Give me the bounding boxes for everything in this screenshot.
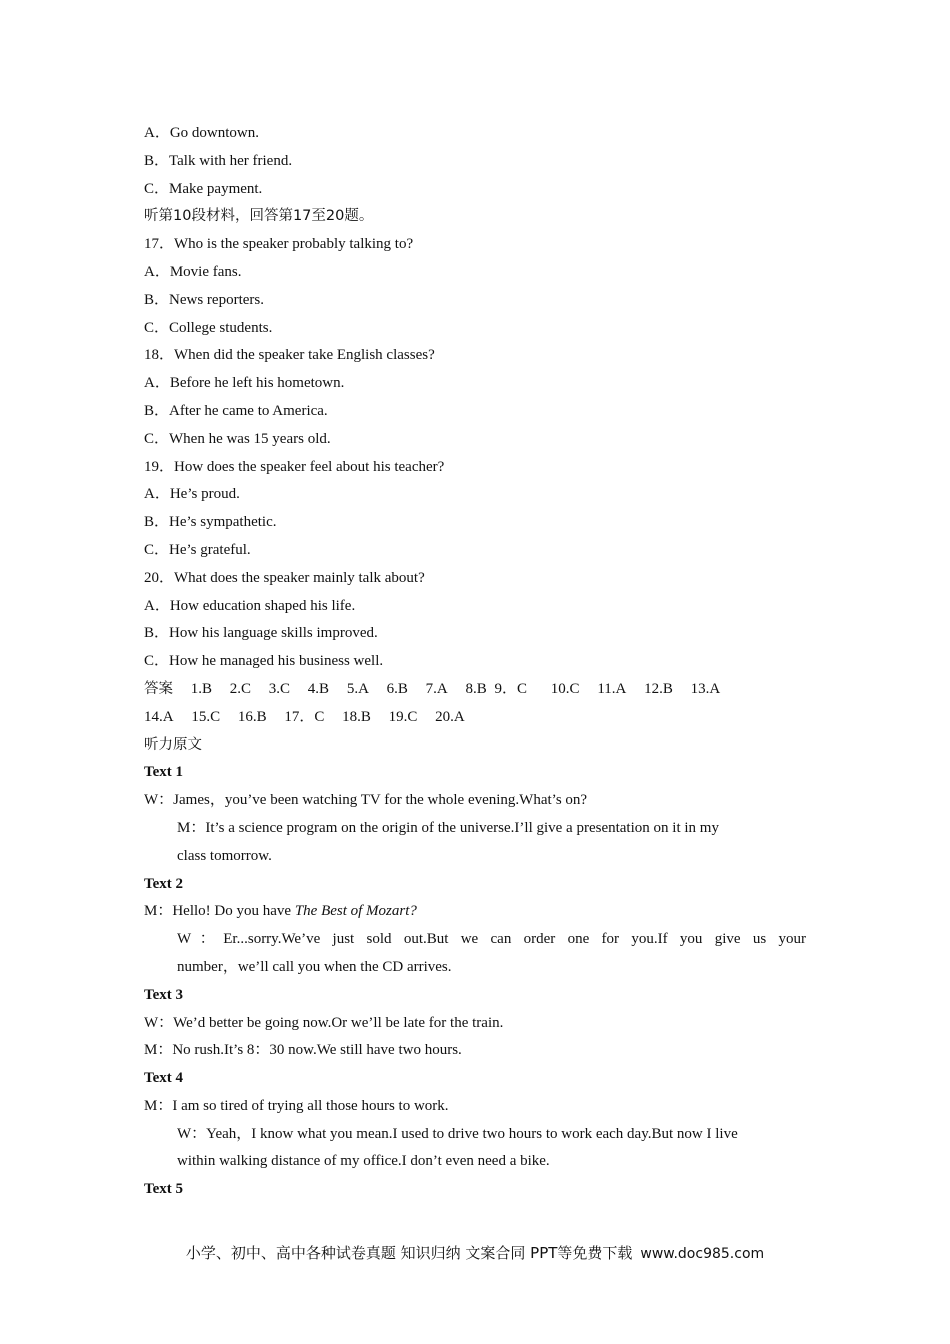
answer-item: 8.B (465, 680, 487, 697)
q19-option-c: C．He’s grateful. (144, 541, 251, 558)
transcript-heading: 听力原文 (144, 736, 202, 753)
text3-man: M：No rush.It’s 8：30 now.We still have two hours. (144, 1042, 462, 1059)
answer-item: 11.A (597, 680, 627, 697)
answer-key-row-2 (144, 704, 806, 732)
q20-option-c: C．How he managed his business well. (144, 653, 384, 670)
text5-title: Text 5 (144, 1181, 184, 1198)
answer-key-row-1 (144, 676, 806, 704)
q16-option-b: B．Talk with her friend. (144, 152, 293, 169)
text4-title: Text 4 (144, 1070, 184, 1087)
text1-man-line2: class tomorrow. (177, 847, 272, 864)
text2-man-prefix: M：Hello! Do you have (144, 903, 295, 920)
text3-title: Text 3 (144, 986, 184, 1003)
answer-item: 3.C (268, 680, 291, 697)
q18-option-c: C．When he was 15 years old. (144, 430, 331, 447)
answer-item: 14.A (144, 708, 174, 725)
q17-option-b: B．News reporters. (144, 291, 264, 308)
answer-item: 20.A (435, 708, 465, 725)
document-body (144, 120, 806, 1204)
text2-man-title: The Best of Mozart? (294, 903, 417, 920)
answer-item: 15.C (191, 708, 221, 725)
footer-url[interactable]: www.doc985.com (640, 1246, 765, 1262)
answer-item: 19.C (388, 708, 418, 725)
text2-woman (144, 926, 806, 982)
answer-item: 5.A (346, 680, 369, 697)
answer-item: 13.A (690, 680, 721, 697)
answer-item: 9．C (494, 680, 528, 697)
text1-woman: W：James，you’ve been watching TV for the whole evening.What’s on? (144, 792, 588, 809)
q19-option-b: B．He’s sympathetic. (144, 514, 277, 531)
text4-woman-line1: W：Yeah，I know what you mean.I used to drive two hours to work each day.But now I live (177, 1125, 738, 1142)
answer-key-label: 答案 (144, 680, 173, 697)
answer-item: 4.B (307, 680, 330, 697)
q17-option-c: C．College students. (144, 319, 273, 336)
q19-option-a: A．He’s proud. (144, 486, 240, 503)
answer-item: 16.B (237, 708, 267, 725)
q16-option-c: C．Make payment. (144, 180, 263, 197)
answer-item: 6.B (386, 680, 408, 697)
answer-item: 17．C (284, 708, 325, 725)
answer-item: 12.B (644, 680, 673, 697)
text2-man (144, 898, 806, 926)
q17-option-a: A．Movie fans. (144, 263, 242, 280)
q20-option-b: B．How his language skills improved. (144, 625, 378, 642)
text4-man: M：I am so tired of trying all those hours to work. (144, 1097, 449, 1114)
q16-option-a: A．Go downtown. (144, 125, 259, 141)
section-10-instruction: 听第10段材料，回答第17至20题。 (144, 208, 374, 225)
answer-item: 10.C (550, 680, 580, 697)
text2-title: Text 2 (144, 875, 184, 892)
answer-item: 2.C (229, 680, 252, 697)
page-footer (0, 1242, 950, 1263)
q18-option-b: B．After he came to America. (144, 402, 328, 419)
q20-question: 20．What does the speaker mainly talk about? (144, 569, 425, 586)
text2-woman-line2: number，we’ll call you when the CD arrives. (177, 958, 452, 975)
q18-question: 18．When did the speaker take English classes? (144, 347, 435, 364)
answer-item: 7.A (425, 680, 448, 697)
text1-man-line1: M：It’s a science program on the origin of the universe.I’ll give a presentation on it in my (177, 819, 719, 836)
text2-woman-line1: W：Er...sorry.We’ve just sold out.But we can order one for you.If you give us your (177, 931, 806, 948)
text1-title: Text 1 (144, 764, 184, 781)
footer-text: 小学、初中、高中各种试卷真题 知识归纳 文案合同 PPT等免费下载 (185, 1244, 633, 1262)
q17-question: 17．Who is the speaker probably talking to? (144, 236, 414, 253)
q18-option-a: A．Before he left his hometown. (144, 375, 345, 392)
text4-woman-line2: within walking distance of my office.I don’t even need a bike. (177, 1153, 550, 1170)
answer-item: 1.B (190, 680, 213, 697)
q20-option-a: A．How education shaped his life. (144, 597, 356, 614)
text4-woman (144, 1121, 806, 1177)
answer-item: 18.B (342, 708, 371, 725)
text3-woman: W：We’d better be going now.Or we’ll be late for the train. (144, 1014, 504, 1031)
q19-question: 19．How does the speaker feel about his teacher? (144, 458, 445, 475)
text1-man (144, 815, 806, 871)
